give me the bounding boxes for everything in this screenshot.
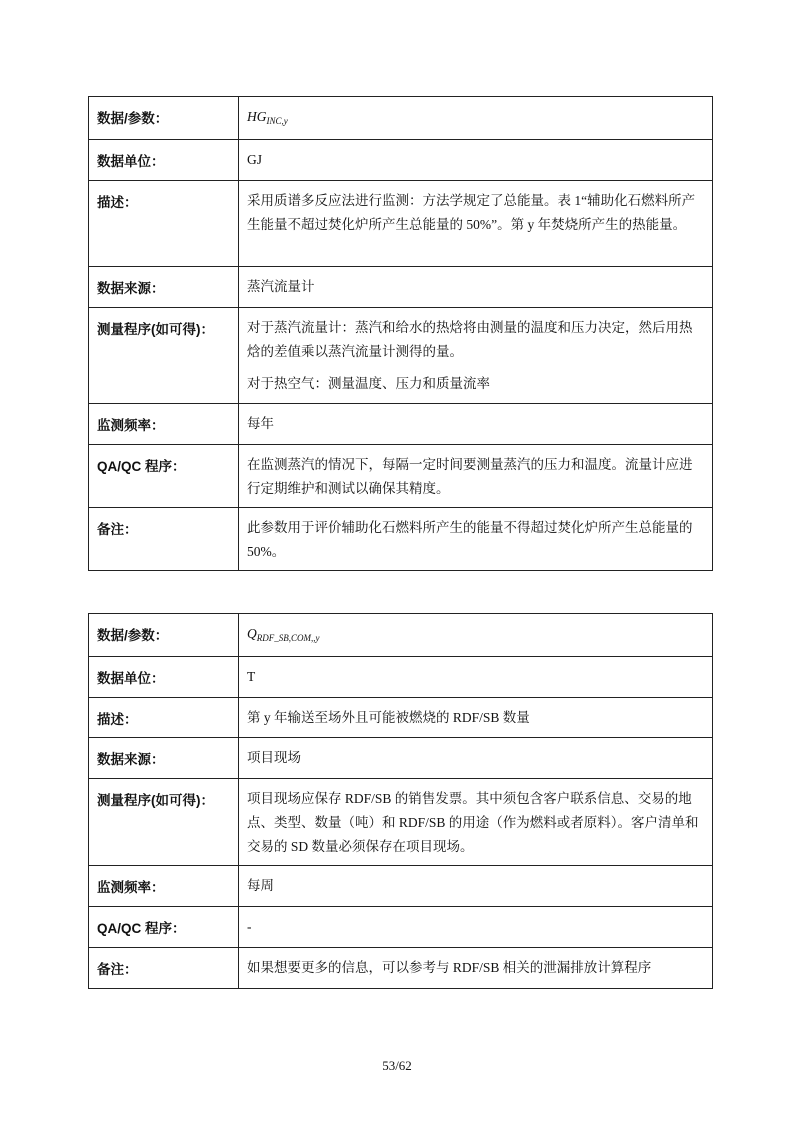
row-monitoring-frequency bbox=[89, 866, 713, 907]
row-label: QA/QC 程序： bbox=[97, 921, 186, 936]
parameter-symbol: $HG_{INC,y}$ bbox=[247, 109, 288, 126]
row-data-source bbox=[89, 738, 713, 779]
row-data-unit bbox=[89, 140, 713, 181]
row-label: 测量程序(如可得)： bbox=[97, 322, 214, 337]
row-value: 第 y 年输送至场外且可能被燃烧的 RDF/SB 数量 bbox=[247, 710, 530, 725]
row-label: 数据/参数： bbox=[97, 111, 169, 126]
row-value: GJ bbox=[247, 152, 263, 167]
row-label: 数据单位： bbox=[97, 154, 165, 169]
row-value: - bbox=[247, 919, 252, 934]
row-value: 每年 bbox=[247, 416, 274, 431]
row-data-source bbox=[89, 267, 713, 308]
row-value: 采用质谱多反应法进行监测：方法学规定了总能量。表 1“辅助化石燃料所产生能量不超过焚化炉所产生总能量的 50%”。第 y 年焚烧所产生的热能量。 bbox=[247, 193, 696, 232]
row-label: 测量程序(如可得)： bbox=[97, 793, 214, 808]
row-label: 数据来源： bbox=[97, 752, 165, 767]
row-label: 备注： bbox=[97, 522, 138, 537]
row-value: 每周 bbox=[247, 878, 274, 893]
row-value: 此参数用于评价辅助化石燃料所产生的能量不得超过焚化炉所产生总能量的 50%。 bbox=[247, 520, 693, 559]
row-label: 备注： bbox=[97, 962, 138, 977]
row-description bbox=[89, 181, 713, 267]
row-measurement-procedure bbox=[89, 779, 713, 866]
row-label: 描述： bbox=[97, 195, 138, 210]
row-label: 监测频率： bbox=[97, 880, 165, 895]
parameter-table-hg-inc bbox=[88, 96, 713, 571]
row-label: 描述： bbox=[97, 712, 138, 727]
row-label: 数据来源： bbox=[97, 281, 165, 296]
row-measurement-procedure bbox=[89, 308, 713, 404]
row-remarks bbox=[89, 508, 713, 571]
row-value: 在监测蒸汽的情况下，每隔一定时间要测量蒸汽的压力和温度。流量计应进行定期维护和测试以确保其精度。 bbox=[247, 457, 693, 496]
row-value: 对于蒸汽流量计：蒸汽和给水的热焓将由测量的温度和压力决定，然后用热焓的差值乘以蒸汽流量计测得的量。 bbox=[247, 320, 693, 359]
row-value: 蒸汽流量计 bbox=[247, 279, 315, 294]
row-label: QA/QC 程序： bbox=[97, 459, 186, 474]
row-label: 数据单位： bbox=[97, 671, 165, 686]
row-data-unit bbox=[89, 657, 713, 698]
parameter-symbol: $Q_{RDF\_SB,COM,,y}$ bbox=[247, 626, 320, 643]
parameter-table-q-rdf-sb bbox=[88, 613, 713, 989]
row-value: 项目现场应保存 RDF/SB 的销售发票。其中须包含客户联系信息、交易的地点、类型、数量（吨）和 RDF/SB 的用途（作为燃料或者原料）。客户清单和交易的 SD 数量必须保存在项目现场。 bbox=[247, 791, 699, 854]
row-monitoring-frequency bbox=[89, 404, 713, 445]
row-value: 如果想要更多的信息，可以参考与 RDF/SB 相关的泄漏排放计算程序 bbox=[247, 960, 652, 975]
row-value-extra: 对于热空气：测量温度、压力和质量流率 bbox=[247, 376, 490, 391]
row-value: T bbox=[247, 669, 256, 684]
row-qa-qc bbox=[89, 907, 713, 948]
row-data-parameter bbox=[89, 97, 713, 140]
row-label: 监测频率： bbox=[97, 418, 165, 433]
page-number: 53/62 bbox=[382, 1058, 412, 1073]
row-description bbox=[89, 698, 713, 738]
row-remarks bbox=[89, 948, 713, 989]
row-qa-qc bbox=[89, 445, 713, 508]
row-label: 数据/参数： bbox=[97, 628, 169, 643]
row-data-parameter bbox=[89, 614, 713, 657]
row-value: 项目现场 bbox=[247, 750, 301, 765]
